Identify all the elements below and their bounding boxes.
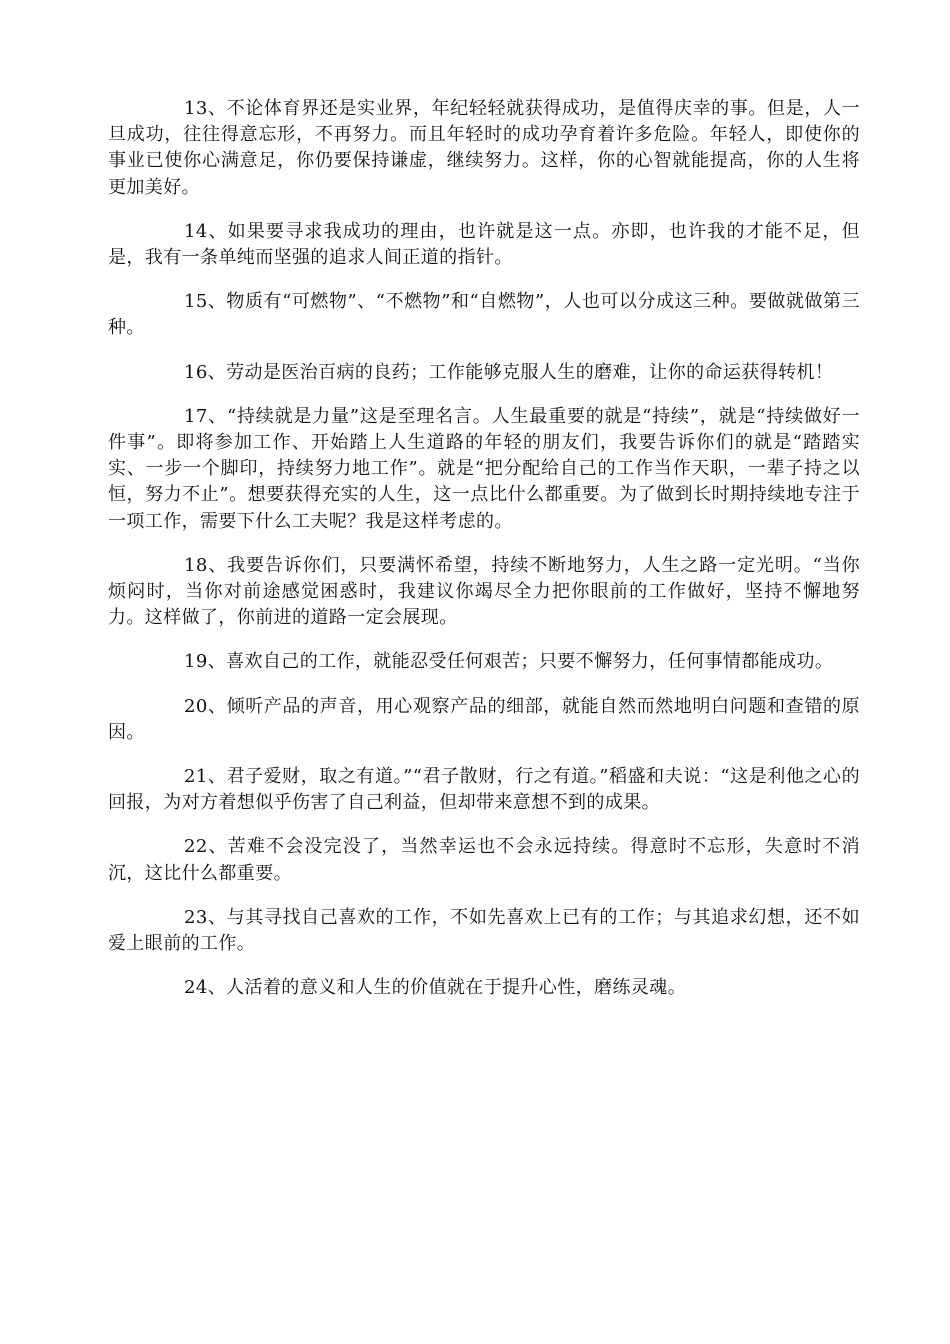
- paragraph-13: 13、不论体育界还是实业界，年纪轻轻就获得成功，是值得庆幸的事。但是，人一旦成功，往往得意忘形，不再努力。而且年轻时的成功孕育着许多危险。年轻人，即使你的事业已使你心满意足，你仍要保持谦虚，继续努力。这样，你的心智就能提高，你的人生将更加美好。: [108, 98, 860, 198]
- paragraph-15: 15、物质有“可燃物”、“不燃物”和“自燃物”，人也可以分成这三种。要做就做第三种。: [108, 291, 860, 339]
- paragraph-16: 16、劳动是医治百病的良药；工作能够克服人生的磨难，让你的命运获得转机！: [184, 361, 834, 383]
- paragraph-19: 19、喜欢自己的工作，就能忍受任何艰苦；只要不懈努力，任何事情都能成功。: [184, 651, 834, 673]
- paragraph-22: 22、苦难不会没完没了，当然幸运也不会永远持续。得意时不忘形，失意时不消沉，这比什么都重要。: [108, 836, 860, 884]
- paragraph-20: 20、倾听产品的声音，用心观察产品的细部，就能自然而然地明白问题和查错的原因。: [108, 695, 860, 743]
- paragraph-14: 14、如果要寻求我成功的理由，也许就是这一点。亦即，也许我的才能不足，但是，我有一条单纯而坚强的追求人间正道的指针。: [108, 220, 860, 269]
- paragraph-24: 24、人活着的意义和人生的价值就在于提升心性，磨练灵魂。: [184, 977, 687, 999]
- document-page: [108, 96, 860, 1019]
- paragraph-18: 18、我要告诉你们，只要满怀希望，持续不断地努力，人生之路一定光明。“当你烦闷时，当你对前途感觉困惑时，我建议你竭尽全力把你眼前的工作做好，坚持不懈地努力。这样做了，你前进的道路一定会展现。: [108, 554, 860, 629]
- paragraph-21: 21、君子爱财，取之有道。”“君子散财，行之有道。”稻盛和夫说：“这是利他之心的回报，为对方着想似乎伤害了自己利益，但却带来意想不到的成果。: [108, 766, 860, 814]
- paragraph-23: 23、与其寻找自己喜欢的工作，不如先喜欢上已有的工作；与其追求幻想，还不如爱上眼前的工作。: [108, 906, 860, 955]
- paragraph-17: 17、“持续就是力量”这是至理名言。人生最重要的就是“持续”，就是“持续做好一件事”。即将参加工作、开始踏上人生道路的年轻的朋友们，我要告诉你们的就是“踏踏实实、一步一个脚印，持续努力地工作”。就是“把分配给自己的工作当作天职，一辈子持之以恒，努力不止”。想要获得充实的人生，这一点比什么都重要。为了做到长时期持续地专注于一项工作，需要下什么工夫呢？我是这样考虑的。: [108, 405, 860, 532]
